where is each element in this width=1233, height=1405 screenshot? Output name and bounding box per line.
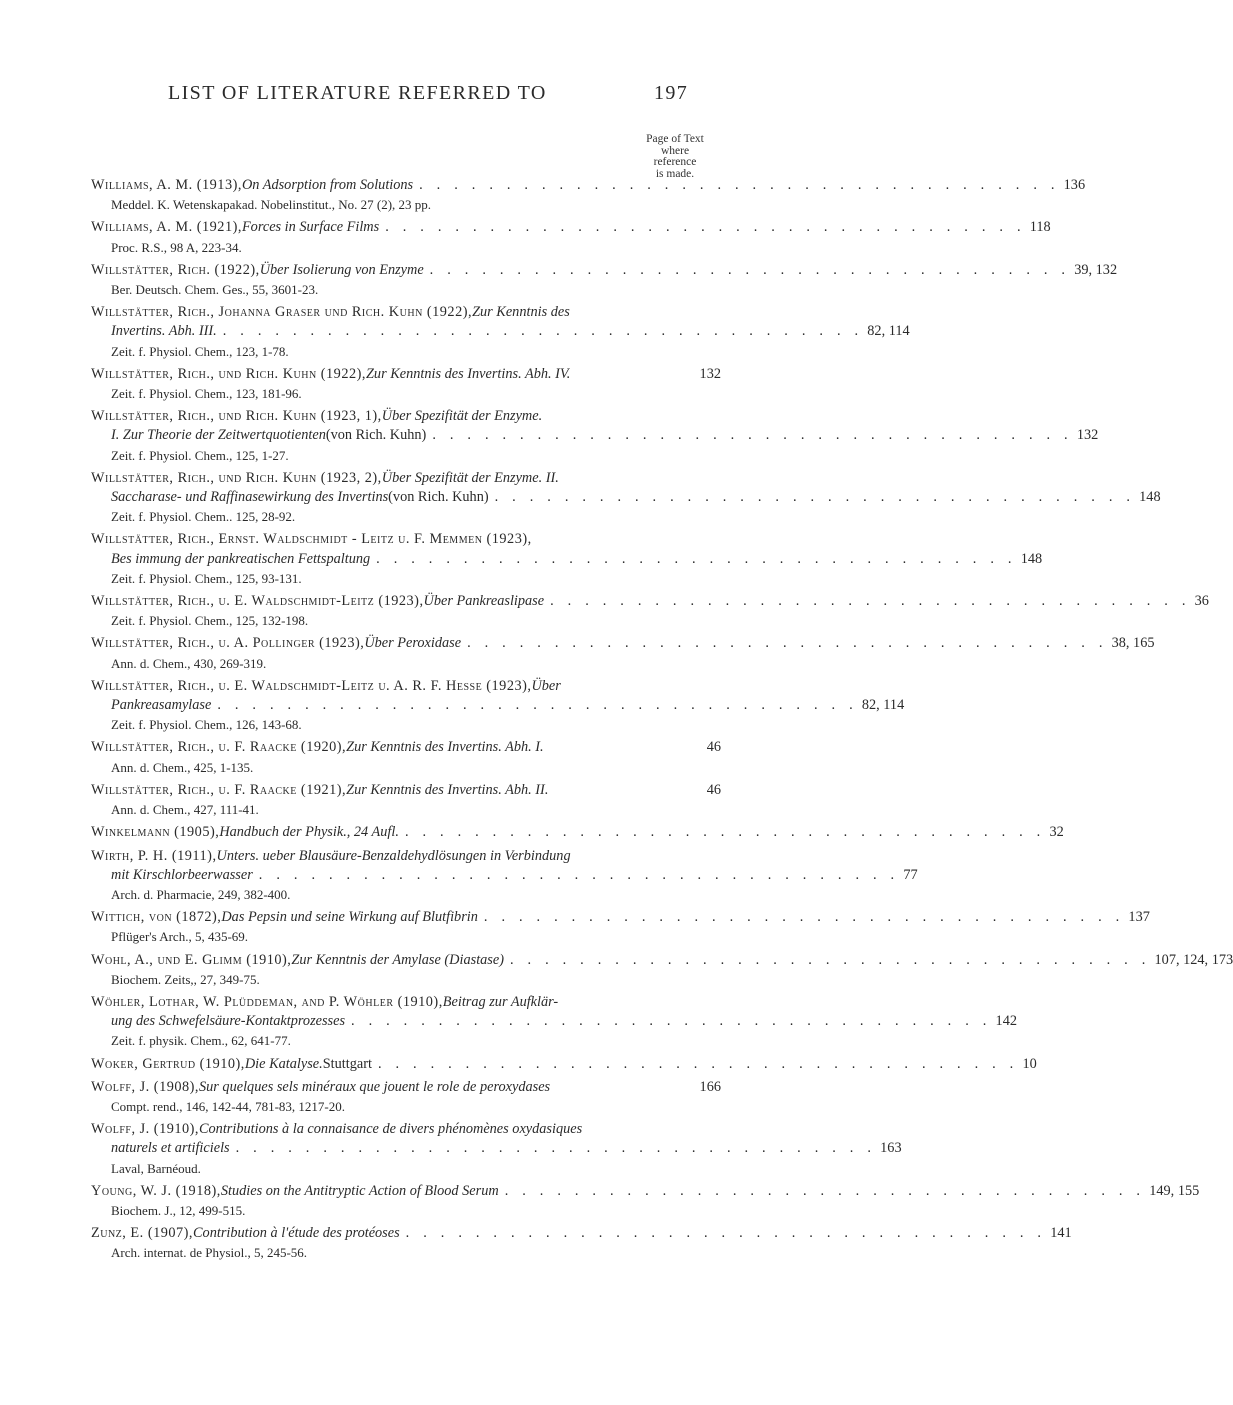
reference-author-text: Young, W. J. (1918), bbox=[91, 1182, 221, 1199]
reference-title: naturels et artificiels bbox=[111, 1140, 230, 1157]
text-page-reference: 142 bbox=[995, 1013, 1017, 1030]
reference-author-text: Willstätter, Rich., Johanna Graser und Rich. Kuhn (1922), bbox=[91, 304, 473, 321]
reference-head-line bbox=[91, 677, 721, 696]
reference-title: Beitrag zur Aufklär- bbox=[442, 993, 559, 1010]
reference-title: Zur Kenntnis des bbox=[472, 304, 570, 321]
dot-leader: . . . . . . . . . . . . . . . . . . . . . . . . . . . . . . . . . . . . . bbox=[429, 261, 1071, 278]
dot-leader: . . . . . . . . . . . . . . . . . . . . . . . . . . . . . . . . . . . . . bbox=[467, 635, 1108, 652]
reference-author-text: Willstätter, Rich., u. E. Waldschmidt-Leitz (1923), bbox=[91, 593, 424, 610]
reference-source: Zeit. f. Physiol. Chem., 123, 181-96. bbox=[111, 386, 302, 402]
text-page-reference: 148 bbox=[1139, 489, 1161, 506]
reference-title: I. Zur Theorie der Zeitwertquotienten bbox=[111, 427, 326, 444]
text-page-reference: 148 bbox=[1020, 550, 1043, 567]
reference-title: Zur Kenntnis des Invertins. Abh. II. bbox=[346, 781, 549, 798]
reference-head-line bbox=[91, 1182, 1200, 1201]
reference-author-text: Williams, A. M. (1921), bbox=[91, 219, 242, 236]
text-page-reference: 38, 165 bbox=[1111, 635, 1155, 652]
reference-author-text: Willstätter, Rich. (1922), bbox=[91, 261, 260, 278]
reference-source: Zeit. f. Physiol. Chem., 125, 93-131. bbox=[111, 570, 302, 586]
reference-author-text: Wirth, P. H. (1911), bbox=[91, 847, 217, 864]
text-page-reference: 118 bbox=[1029, 219, 1051, 236]
reference-title: Zur Kenntnis des Invertins. Abh. I. bbox=[346, 739, 544, 756]
reference-entry bbox=[91, 951, 1233, 989]
reference-head-line bbox=[91, 634, 1155, 653]
reference-head-line bbox=[91, 530, 721, 549]
reference-title: Saccharase- und Raffinasewirkung des Invertins bbox=[111, 489, 389, 506]
reference-source: Biochem. J., 12, 499-515. bbox=[111, 1202, 246, 1218]
reference-entry bbox=[91, 677, 905, 735]
reference-head-line bbox=[91, 1055, 1037, 1074]
reference-continuation-line bbox=[91, 488, 1161, 507]
reference-title: Handbuch der Physik., 24 Aufl. bbox=[219, 824, 399, 841]
reference-source: Zeit. f. Physiol. Chem.. 125, 28-92. bbox=[111, 509, 296, 525]
reference-author-text: Wolff, J. (1910), bbox=[91, 1121, 199, 1138]
reference-source: Zeit. f. physik. Chem., 62, 641-77. bbox=[111, 1033, 291, 1049]
reference-entry bbox=[91, 303, 910, 361]
dot-leader: . . . . . . . . . . . . . . . . . . . . . . . . . . . . . . . . . . . . . bbox=[509, 951, 1151, 968]
text-page-reference: 46 bbox=[706, 781, 721, 798]
reference-continuation-line bbox=[91, 322, 910, 341]
reference-title: Studies on the Antitryptic Action of Blood Serum bbox=[220, 1182, 499, 1199]
reference-author-text: Willstätter, Rich., u. F. Raacke (1921), bbox=[91, 781, 347, 798]
text-page-reference: 32 bbox=[1049, 824, 1064, 841]
reference-title-suffix: (von Rich. Kuhn) bbox=[325, 427, 427, 444]
reference-author-text: Wöhler, Lothar, W. Plüddeman, and P. Wöhler (1910), bbox=[91, 993, 443, 1010]
dot-leader: . . . . . . . . . . . . . . . . . . . . . . . . . . . . . . . . . . . . . bbox=[550, 593, 1191, 610]
column-note-line: reference bbox=[653, 156, 697, 168]
reference-author-text: Willstätter, Rich., u. A. Pollinger (1923), bbox=[91, 635, 365, 652]
text-page-reference: 39, 132 bbox=[1074, 261, 1118, 278]
reference-entry bbox=[91, 1182, 1200, 1220]
reference-head-line bbox=[91, 1120, 721, 1139]
reference-title-suffix: Stuttgart bbox=[322, 1055, 372, 1072]
reference-author-text: Willstätter, Rich., Ernst. Waldschmidt - Leitz u. F. Memmen (1923), bbox=[91, 531, 532, 548]
reference-continuation-line bbox=[91, 1139, 902, 1158]
text-page-reference: 141 bbox=[1050, 1225, 1072, 1242]
reference-head-line bbox=[91, 365, 721, 384]
reference-head-line bbox=[91, 261, 1118, 280]
dot-leader: . . . . . . . . . . . . . . . . . . . . . . . . . . . . . . . . . . . . . bbox=[377, 1055, 1019, 1072]
reference-head-line bbox=[91, 847, 721, 866]
reference-entry bbox=[91, 365, 721, 403]
reference-title: Zur Kenntnis des Invertins. Abh. IV. bbox=[365, 365, 571, 382]
column-note-line: Page of Text bbox=[646, 133, 704, 145]
dot-leader: . . . . . . . . . . . . . . . . . . . . . . . . . . . . . . . . . . . . . bbox=[494, 489, 1136, 506]
reference-source: Arch. internat. de Physiol., 5, 245-56. bbox=[111, 1245, 308, 1261]
text-page-reference: 36 bbox=[1194, 593, 1209, 610]
text-page-reference: 82, 114 bbox=[867, 323, 910, 340]
text-page-reference: 163 bbox=[880, 1140, 902, 1157]
reference-continuation-line bbox=[91, 550, 1043, 569]
reference-source: Arch. d. Pharmacie, 249, 382-400. bbox=[111, 886, 291, 902]
reference-source: Zeit. f. Physiol. Chem., 123, 1-78. bbox=[111, 343, 289, 359]
page-of-text-column-note bbox=[632, 134, 718, 180]
reference-continuation-line bbox=[91, 426, 1099, 445]
reference-source: Meddel. K. Wetenskapakad. Nobelinstitut., No. 27 (2), 23 pp. bbox=[111, 197, 432, 213]
reference-source: Compt. rend., 146, 142-44, 781-83, 1217-20. bbox=[111, 1098, 345, 1114]
reference-author-text: Willstätter, Rich., und Rich. Kuhn (1923, 2), bbox=[91, 469, 382, 486]
reference-source: Proc. R.S., 98 A, 223-34. bbox=[111, 239, 242, 255]
reference-author-text: Woker, Gertrud (1910), bbox=[91, 1055, 245, 1072]
text-page-reference: 166 bbox=[699, 1078, 721, 1095]
reference-title: Über Pankreaslipase bbox=[423, 593, 545, 610]
reference-author-text: Willstätter, Rich., u. F. Raacke (1920), bbox=[91, 739, 347, 756]
reference-title: Unters. ueber Blausäure-Benzaldehydlösungen in Verbindung bbox=[216, 847, 571, 864]
reference-source: Ber. Deutsch. Chem. Ges., 55, 3601-23. bbox=[111, 282, 319, 298]
dot-leader: . . . . . . . . . . . . . . . . . . . . . . . . . . . . . . . . . . . . . bbox=[504, 1182, 1146, 1199]
reference-title: Über Spezifität der Enzyme. II. bbox=[381, 469, 559, 486]
reference-entry bbox=[91, 634, 1155, 672]
reference-continuation-line bbox=[91, 866, 918, 885]
reference-head-line bbox=[91, 1078, 721, 1097]
reference-source: Zeit. f. Physiol. Chem., 125, 1-27. bbox=[111, 447, 289, 463]
reference-head-line bbox=[91, 469, 721, 488]
reference-title: Zur Kenntnis der Amylase (Diastase) bbox=[291, 951, 504, 968]
reference-entry bbox=[91, 176, 1086, 214]
dot-leader: . . . . . . . . . . . . . . . . . . . . . . . . . . . . . . . . . . . . . bbox=[235, 1140, 877, 1157]
reference-entry bbox=[91, 1078, 721, 1116]
reference-head-line bbox=[91, 993, 721, 1012]
text-page-reference: 149, 155 bbox=[1149, 1182, 1200, 1199]
reference-author-text: Zunz, E. (1907), bbox=[91, 1225, 194, 1242]
reference-entry bbox=[91, 407, 1099, 465]
dot-leader: . . . . . . . . . . . . . . . . . . . . . . . . . . . . . . . . . . . . . bbox=[385, 219, 1026, 236]
reference-head-line bbox=[91, 1224, 1072, 1243]
reference-source: Zeit. f. Physiol. Chem., 125, 132-198. bbox=[111, 613, 309, 629]
reference-title: Bes immung der pankreatischen Fettspaltung bbox=[111, 550, 371, 567]
column-note-line: is made. bbox=[655, 167, 695, 180]
reference-title: Invertins. Abh. III. bbox=[111, 323, 217, 340]
reference-entry bbox=[91, 592, 1209, 630]
reference-title: On Adsorption from Solutions bbox=[241, 177, 414, 193]
reference-title: Contributions à la connaisance de divers phénomènes oxydasiques bbox=[199, 1121, 583, 1138]
reference-title: Forces in Surface Films bbox=[241, 219, 380, 236]
reference-author-text: Willstätter, Rich., und Rich. Kuhn (1922), bbox=[91, 365, 366, 382]
text-page-reference: 107, 124, 173 bbox=[1154, 951, 1233, 968]
running-title: LIST OF LITERATURE REFERRED TO bbox=[168, 82, 547, 104]
reference-list bbox=[91, 176, 1233, 1267]
reference-entry bbox=[91, 908, 1150, 946]
dot-leader: . . . . . . . . . . . . . . . . . . . . . . . . . . . . . . . . . . . . . bbox=[217, 697, 858, 714]
text-page-reference: 132 bbox=[1076, 427, 1099, 444]
text-page-reference: 136 bbox=[1063, 177, 1086, 193]
reference-title: Über Isolierung von Enzyme bbox=[259, 261, 424, 278]
text-page-reference: 132 bbox=[699, 365, 721, 382]
dot-leader: . . . . . . . . . . . . . . . . . . . . . . . . . . . . . . . . . . . . . bbox=[432, 427, 1073, 444]
text-page-reference: 10 bbox=[1022, 1055, 1037, 1072]
dot-leader: . . . . . . . . . . . . . . . . . . . . . . . . . . . . . . . . . . . . . bbox=[376, 550, 1017, 567]
reference-title: Sur quelques sels minéraux que jouent le role de peroxydases bbox=[199, 1078, 551, 1095]
reference-entry bbox=[91, 993, 1017, 1051]
column-note-line: where bbox=[660, 144, 690, 157]
text-page-reference: 137 bbox=[1128, 909, 1150, 926]
reference-entry bbox=[91, 823, 1064, 842]
reference-source: Ann. d. Chem., 425, 1-135. bbox=[111, 759, 254, 775]
reference-author-text: Wohl, A., und E. Glimm (1910), bbox=[91, 951, 292, 968]
reference-author-text: Willstätter, Rich., und Rich. Kuhn (1923, 1), bbox=[91, 408, 382, 425]
reference-entry bbox=[91, 1055, 1037, 1074]
running-head bbox=[0, 82, 800, 112]
reference-title-suffix: (von Rich. Kuhn) bbox=[388, 489, 489, 506]
reference-author-text: Wittich, von (1872), bbox=[91, 909, 222, 926]
reference-author-text: Winkelmann (1905), bbox=[91, 824, 220, 841]
reference-entry bbox=[91, 1224, 1072, 1262]
reference-title: Pankreasamylase bbox=[111, 697, 212, 714]
text-page-reference: 82, 114 bbox=[861, 697, 905, 714]
text-page-reference: 77 bbox=[903, 866, 918, 883]
dot-leader: . . . . . . . . . . . . . . . . . . . . . . . . . . . . . . . . . . . . . bbox=[258, 866, 900, 883]
page-number: 197 bbox=[654, 82, 689, 104]
reference-source: Biochem. Zeits,, 27, 349-75. bbox=[111, 971, 260, 987]
reference-head-line bbox=[91, 781, 721, 800]
reference-entry bbox=[91, 738, 721, 776]
reference-head-line bbox=[91, 951, 1233, 970]
reference-head-line bbox=[91, 738, 721, 757]
reference-source: Laval, Barnéoud. bbox=[111, 1160, 201, 1176]
reference-title: mit Kirschlorbeerwasser bbox=[111, 866, 253, 883]
dot-leader: . . . . . . . . . . . . . . . . . . . . . . . . . . . . . . . . . . . . . bbox=[222, 323, 864, 340]
reference-source: Pflüger's Arch., 5, 435-69. bbox=[111, 929, 249, 945]
dot-leader: . . . . . . . . . . . . . . . . . . . . . . . . . . . . . . . . . . . . . bbox=[405, 1225, 1047, 1242]
reference-title: ung des Schwefelsäure-Kontaktprozesses bbox=[111, 1013, 346, 1030]
reference-author-text: Williams, A. M. (1913), bbox=[91, 177, 242, 193]
dot-leader: . . . . . . . . . . . . . . . . . . . . . . . . . . . . . . . . . . . . . bbox=[351, 1013, 992, 1030]
reference-title: Die Katalyse. bbox=[244, 1055, 323, 1072]
reference-source: Ann. d. Chem., 427, 111-41. bbox=[111, 802, 259, 818]
reference-entry bbox=[91, 1120, 902, 1178]
reference-head-line bbox=[91, 176, 1086, 195]
reference-entry bbox=[91, 530, 1043, 588]
reference-title: Über Peroxidase bbox=[364, 635, 462, 652]
reference-head-line bbox=[91, 908, 1150, 927]
reference-head-line bbox=[91, 823, 1064, 842]
reference-entry bbox=[91, 847, 918, 905]
reference-head-line bbox=[91, 592, 1209, 611]
reference-continuation-line bbox=[91, 1012, 1017, 1031]
reference-title: Das Pepsin und seine Wirkung auf Blutfibrin bbox=[221, 909, 478, 926]
reference-author-text: Wolff, J. (1908), bbox=[91, 1078, 199, 1095]
reference-continuation-line bbox=[91, 696, 905, 715]
reference-author-text: Willstätter, Rich., u. E. Waldschmidt-Leitz u. A. R. F. Hesse (1923), bbox=[91, 677, 532, 694]
dot-leader: . . . . . . . . . . . . . . . . . . . . . . . . . . . . . . . . . . . . . bbox=[419, 177, 1060, 193]
reference-head-line bbox=[91, 303, 721, 322]
reference-title: Über Spezifität der Enzyme. bbox=[381, 408, 543, 425]
reference-head-line bbox=[91, 218, 1051, 237]
text-page-reference: 46 bbox=[706, 739, 721, 756]
reference-title: Über bbox=[531, 677, 561, 694]
reference-entry bbox=[91, 469, 1161, 527]
dot-leader: . . . . . . . . . . . . . . . . . . . . . . . . . . . . . . . . . . . . . bbox=[483, 909, 1125, 926]
reference-head-line bbox=[91, 407, 721, 426]
reference-entry bbox=[91, 781, 721, 819]
reference-source: Zeit. f. Physiol. Chem., 126, 143-68. bbox=[111, 717, 302, 733]
reference-title: Contribution à l'étude des protéoses bbox=[193, 1225, 400, 1242]
reference-entry bbox=[91, 218, 1051, 256]
reference-source: Ann. d. Chem., 430, 269-319. bbox=[111, 655, 267, 671]
reference-entry bbox=[91, 261, 1118, 299]
dot-leader: . . . . . . . . . . . . . . . . . . . . . . . . . . . . . . . . . . . . . bbox=[404, 824, 1046, 841]
